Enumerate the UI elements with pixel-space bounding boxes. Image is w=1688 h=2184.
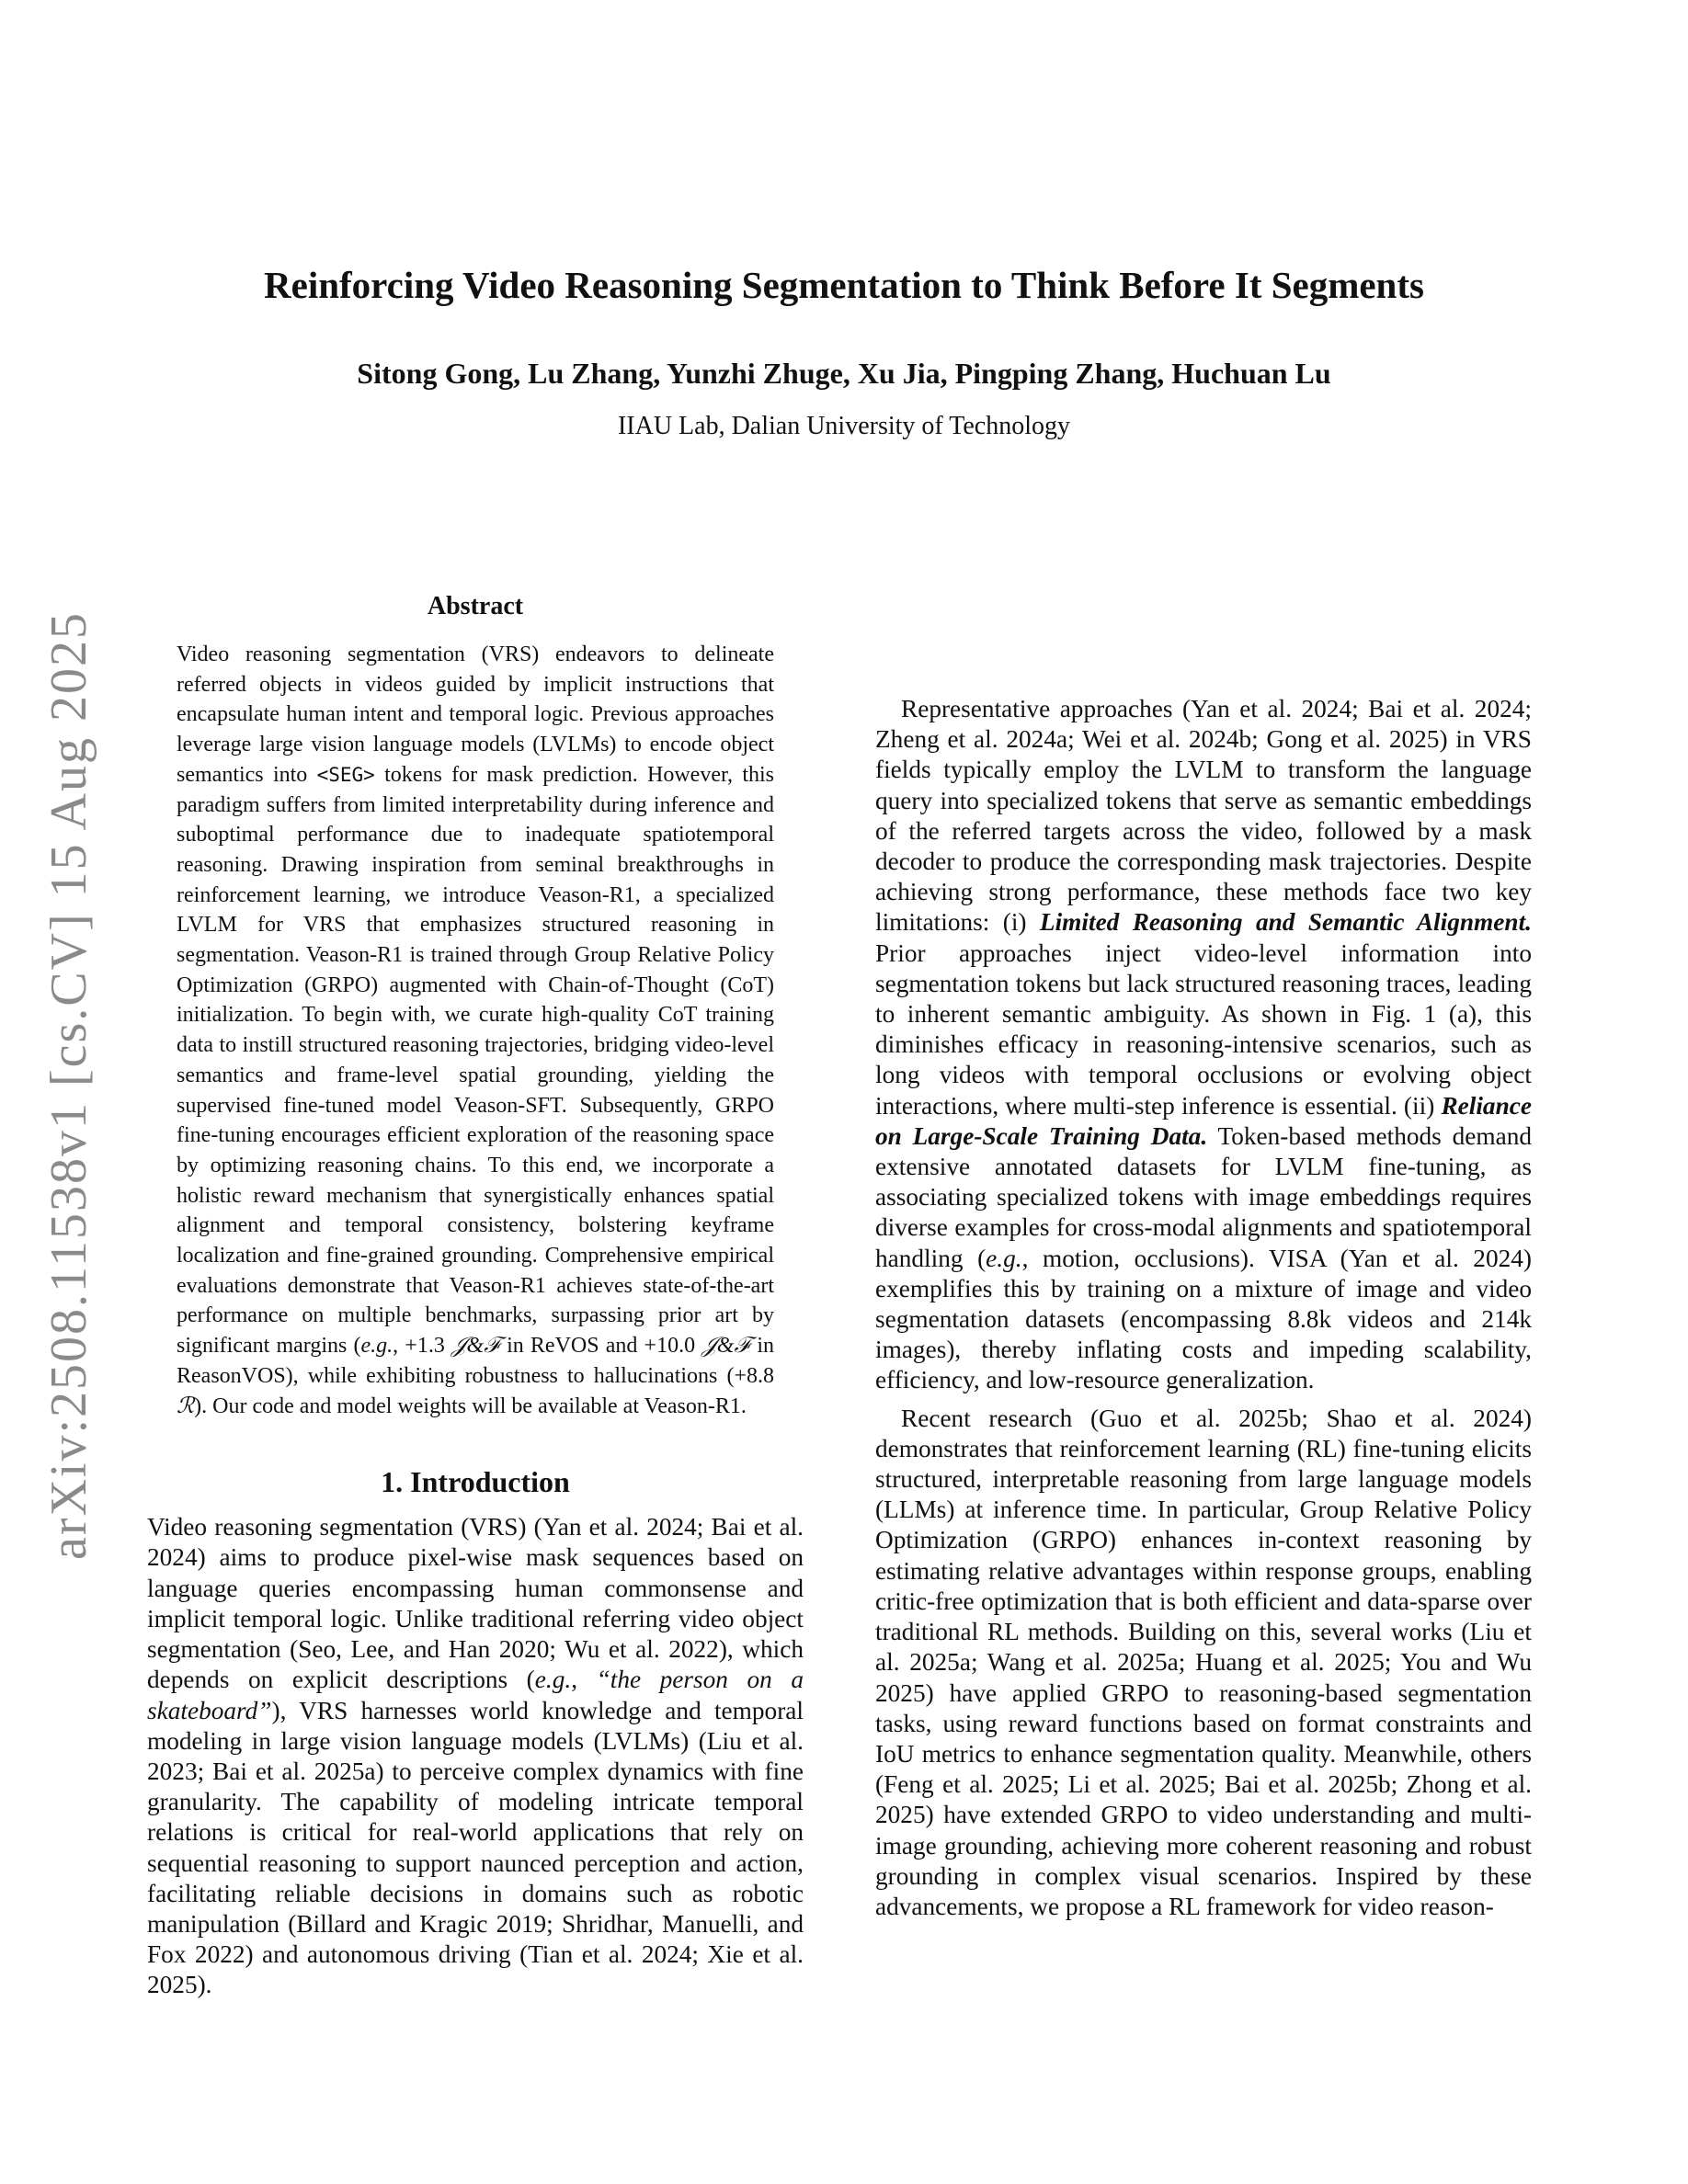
example-quote: “the person on a skateboard” bbox=[147, 1666, 804, 1724]
abstract-part: , +1.3 bbox=[393, 1334, 451, 1359]
abstract-part: in ReasonVOS), while exhibiting robustness to hallucinations (+8.8 bbox=[177, 1334, 775, 1388]
r-metric: ℛ bbox=[177, 1393, 195, 1418]
text-run: Video reasoning segmentation (VRS) (Yan et al. 2024; Bai et al. 2024) aims to produce pixel-wise mask sequences based on language queries encompassing human commonsense and implicit temporal logic. Unlike traditional referring video object segmentation (Seo, Lee, and Han 2020; Wu et al. 2022), which depends on explicit descriptions ( bbox=[147, 1513, 804, 1694]
affiliation: IIAU Lab, Dalian University of Technology bbox=[617, 412, 1071, 440]
abstract-part: in ReVOS and +10.0 bbox=[499, 1334, 702, 1359]
text-run: ), VRS harnesses world knowledge and temporal modeling in large vision language models (LVLMs) (Liu et al. 2023; Bai et al. 2025a) to perceive complex dynamics with fine granularity. The capability of modeling intricate temporal relations is critical for real-world applications that rely on sequential reasoning to support naunced perception and action, facilitating reliable decisions in domains such as robotic manipulation (Billard and Kragic 2019; Shridhar, Manuelli, and Fox 2022) and autonomous driving (Tian et al. 2024; Xie et al. 2025). bbox=[147, 1696, 804, 1999]
text-run: Prior approaches inject video-level information into segmentation tokens but lack structured reasoning traces, leading to inherent semantic ambiguity. As shown in Fig. 1 (a), this diminishes efficacy in reasoning-intensive scenarios, such as long videos with temporal occlusions or evolving object interactions, where multi-step inference is essential. (ii) bbox=[875, 938, 1532, 1120]
intro-paragraph-1 bbox=[147, 1512, 804, 2000]
right-column bbox=[875, 587, 1532, 1922]
text-run: Representative approaches (Yan et al. 2024; Bai et al. 2024; Zheng et al. 2024a; Wei et al. 2024b; Gong et al. 2025) in VRS fields typically employ the LVLM to transform the language query into specialized tokens that serve as semantic embeddings of the referred targets across the video, followed by a mask decoder to produce the corresponding mask trajectories. Despite achieving strong performance, these methods face two key limitations: (i) bbox=[875, 695, 1532, 937]
abstract-part: tokens for mask prediction. However, this paradigm suffers from limited interpretability during inference and suboptimal performance due to inadequate spatiotemporal reasoning. Drawing inspiration from seminal breakthroughs in reinforcement learning, we introduce Veason-R1, a specialized LVLM for VRS that emphasizes structured reasoning in segmentation. Veason-R1 is trained through Group Relative Policy Optimization (GRPO) augmented with Chain-of-Thought (CoT) initialization. To begin with, we curate high-quality CoT training data to instill structured reasoning trajectories, bridging video-level semantics and frame-level spatial grounding, yielding the supervised fine-tuned model Veason-SFT. Subsequently, GRPO fine-tuning encourages efficient exploration of the reasoning space by optimizing reasoning chains. To this end, we incorporate a holistic reward mechanism that synergistically enhances spatial alignment and temporal consistency, bolstering keyframe localization and fine-grained grounding. Comprehensive empirical evaluations demonstrate that Veason-R1 achieves state-of-the-art performance on multiple benchmarks, surpassing prior art by significant margins ( bbox=[177, 762, 774, 1359]
abstract-text bbox=[177, 640, 774, 1421]
arxiv-watermark-text: arXiv:2508.11538v1 [cs.CV] 15 Aug 2025 bbox=[40, 610, 98, 1561]
eg-italic: e.g. bbox=[534, 1666, 572, 1694]
jf-metric: 𝒥&ℱ bbox=[701, 1334, 751, 1359]
jf-metric: 𝒥&ℱ bbox=[451, 1334, 500, 1359]
abstract-eg: e.g. bbox=[360, 1334, 393, 1359]
intro-paragraph-3: Recent research (Guo et al. 2025b; Shao et al. 2024) demonstrates that reinforcement learning (RL) fine-tuning elicits structured, interpretable reasoning from large language models (LLMs) at inference time. In particular, Group Relative Policy Optimization (GRPO) enhances in-context reasoning by estimating relative advantages within response groups, enabling critic-free optimization that is both efficient and data-sparse over traditional RL methods. Building on this, several works (Liu et al. 2025a; Wang et al. 2025a; Huang et al. 2025; You and Wu 2025) have applied GRPO to reasoning-based segmentation tasks, using reward functions based on format constraints and IoU metrics to enhance segmentation quality. Meanwhile, others (Feng et al. 2025; Li et al. 2025; Bai et al. 2025b; Zhong et al. 2025) have extended GRPO to video understanding and multi-image grounding, achieving more coherent reasoning and robust grounding in complex visual scenarios. Inspired by these advancements, we propose a RL framework for video reason- bbox=[875, 1404, 1532, 1920]
arxiv-watermark bbox=[40, 603, 98, 1568]
abstract-heading: Abstract bbox=[427, 592, 524, 620]
left-column bbox=[147, 588, 804, 2001]
eg-italic: e.g. bbox=[986, 1244, 1022, 1272]
text-run: , motion, occlusions). VISA (Yan et al. 2024) exemplifies this by training on a mixture of image and video segmentation datasets (encompassing 8.8k videos and 214k images), thereby inflating costs and impeding scalability, efficiency, and low-resource generalization. bbox=[875, 1244, 1532, 1394]
text-run: , bbox=[571, 1666, 597, 1694]
seg-token: <SEG> bbox=[316, 763, 375, 786]
section-heading-introduction: 1. Introduction bbox=[381, 1465, 570, 1499]
text-run: Token-based methods demand extensive annotated datasets for LVLM fine-tuning, as associating specialized tokens with image embeddings requires diverse examples for cross-modal alignments and spatiotemporal handling ( bbox=[875, 1121, 1532, 1272]
abstract-part: Video reasoning segmentation (VRS) endeavors to delineate referred objects in videos guided by implicit instructions that encapsulate human intent and temporal logic. Previous approaches leverage large vision language models (LVLMs) to encode object semantics into bbox=[177, 643, 774, 787]
paper-title: Reinforcing Video Reasoning Segmentation to Think Before It Segments bbox=[264, 264, 1424, 306]
abstract-part: ). Our code and model weights will be available at Veason-R1. bbox=[194, 1393, 747, 1418]
limitation-2-title: Reliance on Large-Scale Training Data. bbox=[875, 1091, 1532, 1150]
intro-paragraph-2 bbox=[875, 694, 1532, 1396]
author-list: Sitong Gong, Lu Zhang, Yunzhi Zhuge, Xu Jia, Pingping Zhang, Huchuan Lu bbox=[357, 357, 1331, 390]
limitation-1-title: Limited Reasoning and Semantic Alignment. bbox=[1039, 908, 1532, 937]
